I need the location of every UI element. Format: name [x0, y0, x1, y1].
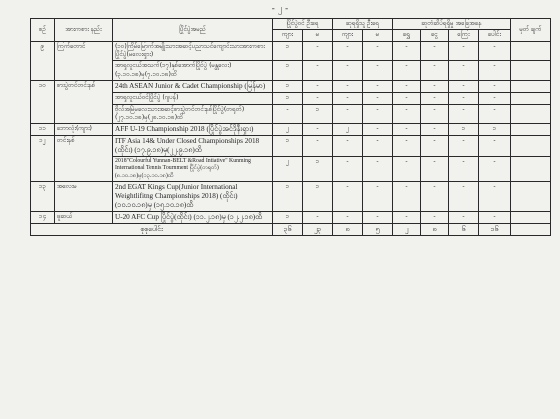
winners-female-cell: - — [363, 157, 393, 182]
sport-name: ကြက်တောင် — [55, 41, 113, 80]
remarks-cell — [511, 157, 551, 182]
header-row-1 — [31, 19, 551, 30]
sport-name: ဖူဆယ် — [55, 211, 113, 223]
total-label: စုစုပေါင်း — [31, 223, 273, 235]
row-number: ၁၀ — [31, 81, 55, 124]
winners-female-cell: - — [363, 93, 393, 104]
total-gold: ၂ — [393, 223, 421, 235]
winners-male-cell: - — [333, 61, 363, 81]
participants-male-cell: ၁ — [273, 93, 303, 104]
gold-cell: - — [393, 93, 421, 104]
medal-total-cell: - — [479, 93, 511, 104]
medal-total-cell: - — [479, 136, 511, 157]
silver-cell: - — [421, 211, 449, 223]
silver-cell: - — [421, 93, 449, 104]
silver-cell: - — [421, 136, 449, 157]
participants-female-cell: ၁ — [303, 181, 333, 211]
participants-male-cell: ၁ — [273, 41, 303, 61]
header-sub-total: ပေါင်း — [479, 30, 511, 41]
gold-cell: - — [393, 181, 421, 211]
total-remarks — [511, 223, 551, 235]
medal-total-cell: - — [479, 211, 511, 223]
header-sub-male: ကျား — [333, 30, 363, 41]
participants-male-cell: ၂ — [273, 157, 303, 182]
bronze-cell: - — [449, 181, 479, 211]
header-medal-winners: ဆုရရှိသူ ဦးရေ — [333, 19, 393, 30]
medal-total-cell: - — [479, 157, 511, 182]
event-name: AFF U-19 Championship 2018 (ပြိုင်ပွဲအင်ဒိုနီးရှား) — [113, 124, 273, 136]
sport-name: စားပွဲတင်တင်းနစ် — [55, 81, 113, 124]
gold-cell: - — [393, 104, 421, 124]
total-winners-male: ၈ — [333, 223, 363, 235]
remarks-cell — [511, 136, 551, 157]
medal-total-cell: - — [479, 81, 511, 93]
medal-total-cell: - — [479, 181, 511, 211]
table-row — [31, 211, 551, 223]
gold-cell: - — [393, 136, 421, 157]
bronze-cell: - — [449, 157, 479, 182]
silver-cell: - — [421, 41, 449, 61]
results-table — [30, 18, 551, 236]
silver-cell: - — [421, 157, 449, 182]
winners-male-cell: - — [333, 157, 363, 182]
gold-cell: - — [393, 124, 421, 136]
event-name: 2nd EGAT Kings Cup(Junior International Weightlifitng Championships 2018) (ထိုင်း) (၁၀.၁၀.၁၈)မှ (၁၅.၁၀.၁၈)ထိ — [113, 181, 273, 211]
remarks-cell — [511, 124, 551, 136]
winners-male-cell: - — [333, 104, 363, 124]
participants-female-cell: - — [303, 81, 333, 93]
remarks-cell — [511, 104, 551, 124]
event-name: 24th ASEAN Junior & Cadet Championship (မြန်မာ) — [113, 81, 273, 93]
medal-total-cell: - — [479, 41, 511, 61]
winners-male-cell: - — [333, 93, 363, 104]
medal-total-cell: ၁ — [479, 124, 511, 136]
event-name: (၁၀)ကြိမ်မြောက်အမျိုးသားအဆင့်ပညာသင်ကျောင်းသားအားကစားပြိုင်ပွဲ(မလေးရှား) — [113, 41, 273, 61]
table-row — [31, 181, 551, 211]
bronze-cell: - — [449, 136, 479, 157]
event-name: အာရှလူငယ်အသက်(၁၇)နှစ်အောက်ပြိုင်ပွဲ (မန္တလေး)(၃.၁၀.၁၈)မှ(၇.၁၀.၁၈)ထိ — [113, 61, 273, 81]
sport-name: အလေးမ — [55, 181, 113, 211]
participants-male-cell: ၁ — [273, 211, 303, 223]
table-body — [31, 41, 551, 223]
participants-female-cell: - — [303, 136, 333, 157]
winners-male-cell: - — [333, 81, 363, 93]
silver-cell: - — [421, 181, 449, 211]
winners-female-cell: - — [363, 61, 393, 81]
winners-male-cell: - — [333, 181, 363, 211]
bronze-cell: - — [449, 211, 479, 223]
table-row — [31, 81, 551, 93]
event-name: 2018"Colourful Yunnan-BELT &Road Intiative" Kunming International Tennis Tournment ပြိုင်ပွဲ(တရုတ်) (၈.၁၀.၁၈)မှ(၁၃.၁၀.၁၈)ထိ — [113, 157, 273, 182]
header-sub-silver: ငွေ — [421, 30, 449, 41]
total-medals: ၁၆ — [479, 223, 511, 235]
event-name: အာရှလူငယ်ဝင်ပြိုင်ပွဲ (ဂျပန်) — [113, 93, 273, 104]
participants-female-cell: ၁ — [303, 104, 333, 124]
row-number: ၁၃ — [31, 181, 55, 211]
participants-male-cell: ၁ — [273, 61, 303, 81]
participants-male-cell: ၂ — [273, 124, 303, 136]
gold-cell: - — [393, 211, 421, 223]
participants-female-cell: ၁ — [303, 157, 333, 182]
participants-male-cell: ၁ — [273, 136, 303, 157]
header-participants: ပြိုင်ပွဲဝင် ဦးရေ — [273, 19, 333, 30]
table-row — [31, 41, 551, 61]
bronze-cell: - — [449, 104, 479, 124]
total-row — [31, 223, 551, 235]
winners-female-cell: - — [363, 211, 393, 223]
participants-male-cell: ၁ — [273, 181, 303, 211]
winners-male-cell: - — [333, 41, 363, 61]
winners-male-cell: - — [333, 136, 363, 157]
sport-name: တင်းနစ် — [55, 136, 113, 182]
total-bronze: ၆ — [449, 223, 479, 235]
remarks-cell — [511, 181, 551, 211]
remarks-cell — [511, 41, 551, 61]
bronze-cell: - — [449, 93, 479, 104]
row-number: ၁၄ — [31, 211, 55, 223]
event-name: U-20 AFC Cup ပြိုင်ပွဲ(ထိုင်း) (၁၁.၂.၁၈)မှ (၁၂.၂.၁၈)ထိ — [113, 211, 273, 223]
header-medals: ဆုတံဆိပ်ရရှိမှု အခြေအနေ — [393, 19, 511, 30]
bronze-cell: - — [449, 41, 479, 61]
winners-female-cell: - — [363, 81, 393, 93]
remarks-cell — [511, 61, 551, 81]
winners-female-cell: - — [363, 181, 393, 211]
winners-female-cell: - — [363, 124, 393, 136]
page-number: - ၂ - — [271, 4, 289, 14]
gold-cell: - — [393, 41, 421, 61]
silver-cell: - — [421, 124, 449, 136]
bronze-cell: ၁ — [449, 124, 479, 136]
participants-female-cell: - — [303, 211, 333, 223]
table-row — [31, 136, 551, 157]
sport-name: ဘောလုံး(ကျား) — [55, 124, 113, 136]
remarks-cell — [511, 211, 551, 223]
medal-total-cell: - — [479, 104, 511, 124]
bronze-cell: - — [449, 61, 479, 81]
winners-male-cell: ၂ — [333, 124, 363, 136]
silver-cell: - — [421, 104, 449, 124]
participants-female-cell: - — [303, 124, 333, 136]
header-event: ပြိုင်ပွဲအမည် — [113, 19, 273, 42]
header-sub-bronze: ကြေး — [449, 30, 479, 41]
gold-cell: - — [393, 61, 421, 81]
silver-cell: - — [421, 81, 449, 93]
header-sub-gold: ရွှေ — [393, 30, 421, 41]
medal-total-cell: - — [479, 61, 511, 81]
header-sub-female: မ — [363, 30, 393, 41]
winners-female-cell: - — [363, 41, 393, 61]
silver-cell: - — [421, 61, 449, 81]
participants-female-cell: - — [303, 61, 333, 81]
header-sub-female: မ — [303, 30, 333, 41]
participants-male-cell: - — [273, 104, 303, 124]
header-sub-male: ကျား — [273, 30, 303, 41]
total-participants-male: ၃၆ — [273, 223, 303, 235]
participants-female-cell: - — [303, 93, 333, 104]
row-number: ၁၁ — [31, 124, 55, 136]
participants-male-cell: ၁ — [273, 81, 303, 93]
winners-female-cell: - — [363, 104, 393, 124]
total-participants-female: ၂၃ — [303, 223, 333, 235]
header-no: စဥ် — [31, 19, 55, 42]
header-sport: အားကစား နည်း — [55, 19, 113, 42]
event-name: ဗိုလ်အမြဲမလေးသားအဆင့်စားပွဲတင်တင်းနစ်ပြိုင်ပွဲ(တရုတ်)(၂၇.၁၀.၁၈)မှ(၂၈.၁၀.၁၈)ထိ — [113, 104, 273, 124]
winners-male-cell: - — [333, 211, 363, 223]
participants-female-cell: - — [303, 41, 333, 61]
remarks-cell — [511, 81, 551, 93]
gold-cell: - — [393, 157, 421, 182]
remarks-cell — [511, 93, 551, 104]
table-row — [31, 124, 551, 136]
event-name: ITF Asia 14& Under Closed Championships 2018 (ထိုင်း) (၁၇.၉.၁၈)မှ(၂၂.၉.၁၈)ထိ — [113, 136, 273, 157]
row-number: ၁၂ — [31, 136, 55, 182]
gold-cell: - — [393, 81, 421, 93]
bronze-cell: - — [449, 81, 479, 93]
total-winners-female: ၅ — [363, 223, 393, 235]
header-remarks: မှတ် ချက် — [511, 19, 551, 42]
winners-female-cell: - — [363, 136, 393, 157]
row-number: ၉ — [31, 41, 55, 80]
total-silver: ၈ — [421, 223, 449, 235]
